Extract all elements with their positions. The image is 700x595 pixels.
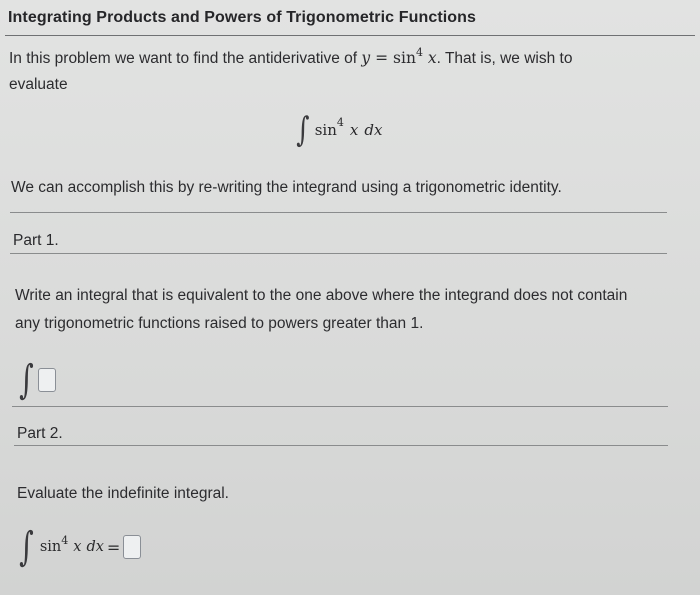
part2-equals: = (106, 537, 121, 557)
part1-instruction-line-2: any trigonometric functions raised to powers greater than 1. (15, 315, 424, 332)
integral-sign-icon: ∫ (296, 110, 310, 150)
title-divider (5, 35, 695, 36)
math-equals: = (375, 49, 389, 67)
intro-line-1 (9, 45, 572, 73)
intro-divider (10, 212, 667, 213)
part2-label: Part 2. (17, 425, 63, 442)
math-y: y (361, 49, 371, 67)
math-exponent: 4 (415, 46, 423, 59)
part1-label: Part 1. (13, 232, 59, 249)
integral-sign-icon: ∫ (19, 357, 34, 403)
part2-answer-input[interactable] (123, 535, 141, 559)
intro-line-2: evaluate (9, 76, 68, 93)
display-var: x (349, 121, 359, 139)
part2-exponent: 4 (61, 533, 69, 547)
part2-instruction: Evaluate the indefinite integral. (17, 485, 229, 502)
part1-answer-row (16, 357, 56, 403)
intro-suffix: . That is, we wish to (436, 50, 573, 67)
part1-answer-input[interactable] (38, 368, 56, 392)
display-integral (294, 110, 383, 150)
display-exponent: 4 (336, 115, 344, 129)
intro-equation (361, 46, 437, 67)
math-x: x (427, 49, 437, 67)
identity-note: We can accomplish this by re-writing the integrand using a trigonometric identity. (11, 179, 562, 196)
intro-prefix: In this problem we want to find the antiderivative of (9, 50, 358, 67)
part1-divider (10, 253, 667, 254)
part2-func: sin (39, 539, 62, 555)
part1-instruction-line-1: Write an integral that is equivalent to the one above where the integrand does not contain (15, 287, 628, 304)
part2-divider (14, 445, 668, 446)
math-sin: sin (393, 49, 416, 67)
page-title: Integrating Products and Powers of Trigonometric Functions (8, 9, 477, 26)
part1-end-divider (12, 406, 668, 407)
display-dx: dx (364, 121, 383, 139)
part2-answer-row (16, 524, 141, 570)
part2-var: x (73, 539, 82, 555)
integral-sign-icon: ∫ (19, 524, 34, 570)
display-func: sin (314, 121, 337, 139)
part2-dx: dx (86, 539, 104, 555)
